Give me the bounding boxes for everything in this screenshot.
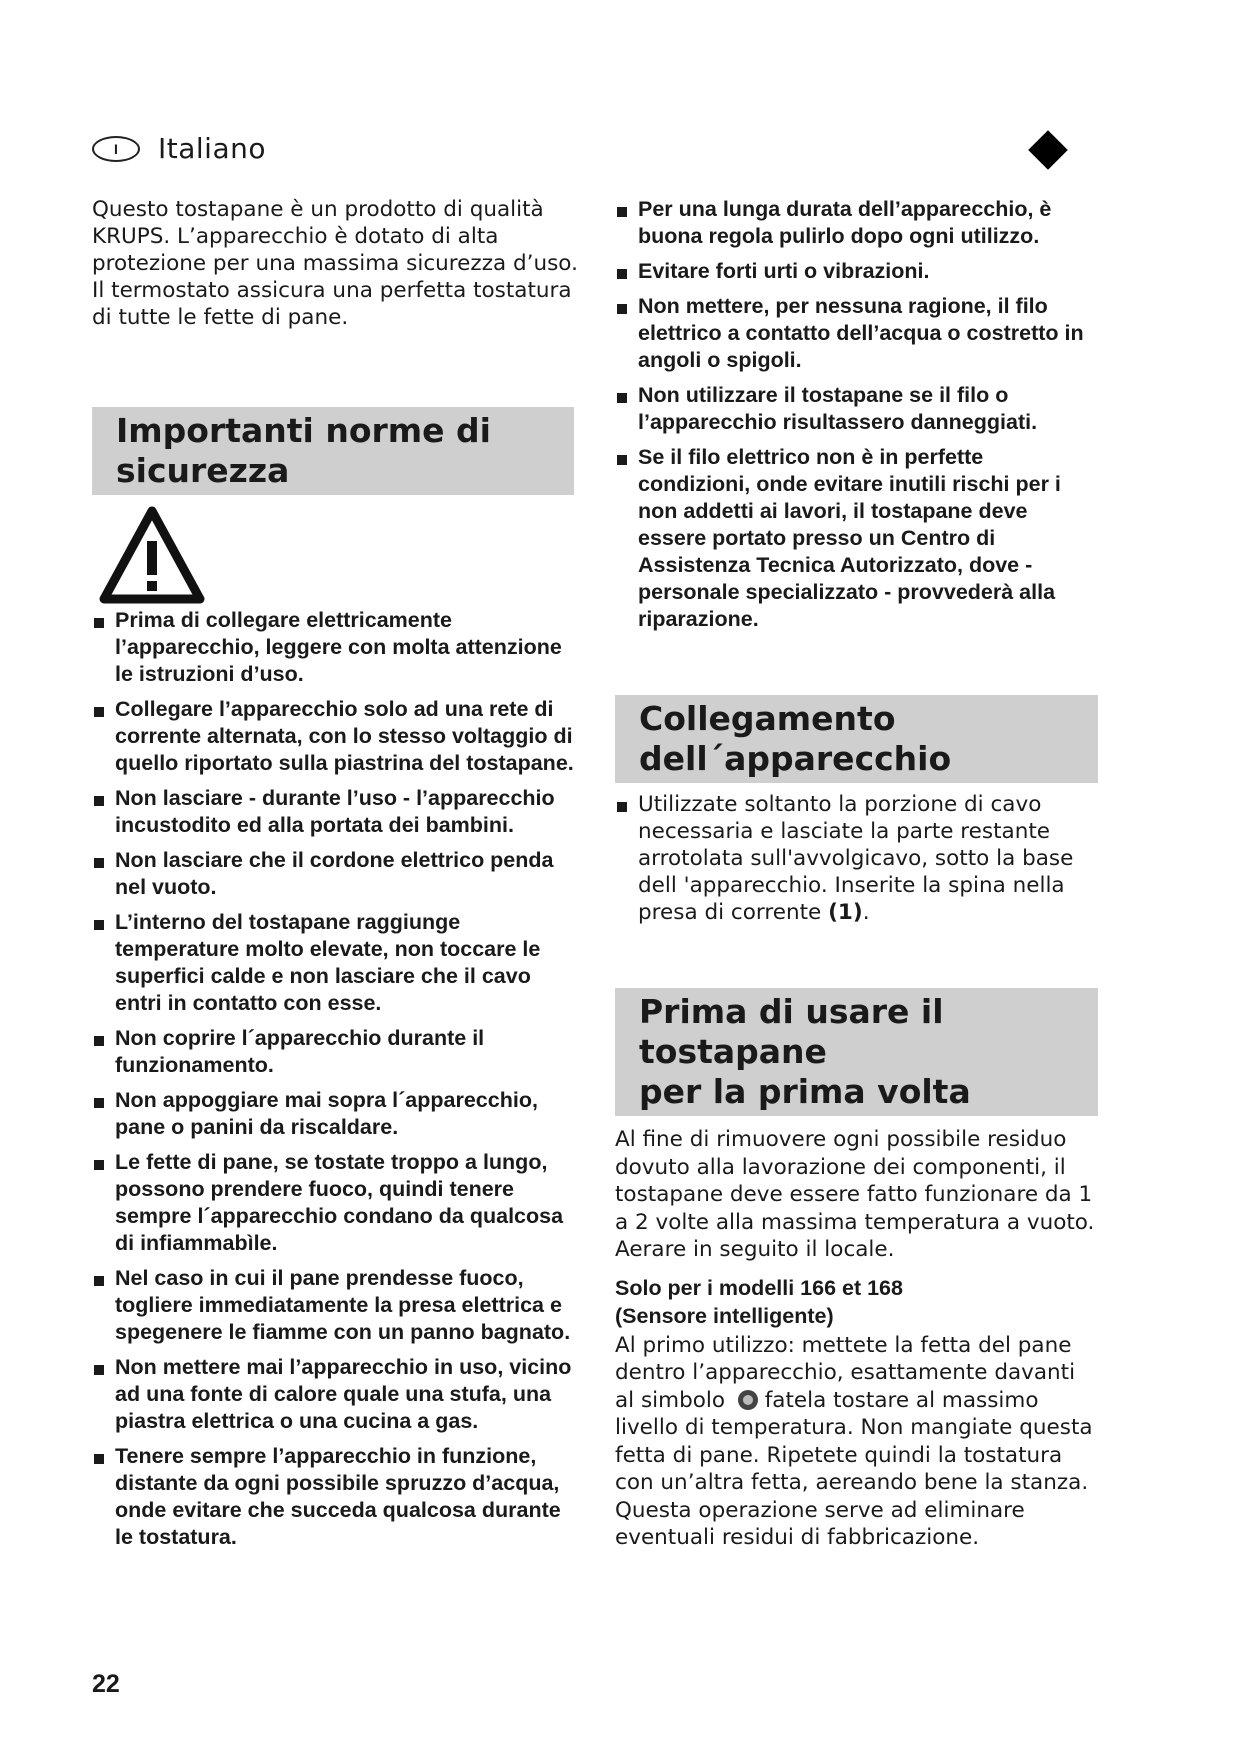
list-item: Evitare forti urti o vibrazioni. [615,258,1100,285]
list-item: Le fette di pane, se tostate troppo a lungo, possono prendere fuoco, quindi tenere sempre l´apparecchio condano da qualcosa di infiammabìle. [92,1149,582,1257]
diamond-marker-icon [1028,130,1068,170]
safety-heading-line2: sicurezza [116,451,290,490]
list-item: Nel caso in cui il pane prendesse fuoco, togliere immediatamente la presa elettrica e spegenere le fiamme con un panno bagnato. [92,1265,582,1346]
list-item: Per una lunga durata dell’apparecchio, è buona regola pulirlo dopo ogni utilizzo. [615,196,1100,250]
list-item: Prima di collegare elettricamente l’apparecchio, leggere con molta attenzione le istruzioni d’uso. [92,607,582,688]
list-item: Non lasciare - durante l’uso - l’apparecchio incustodito ed alla portata dei bambini. [92,785,582,839]
right-column [615,196,1100,1552]
models-subheading [615,1274,1100,1330]
safety-list [92,607,582,1551]
list-item: Non appoggiare mai sopra l´apparecchio, pane o panini da riscaldare. [92,1087,582,1141]
language-header [92,132,266,165]
models-subheading-line1: Solo per i modelli 166 et 168 [615,1275,903,1300]
page-number: 22 [92,1670,120,1698]
list-item: Non utilizzare il tostapane se il filo o l’apparecchio risultassero danneggiati. [615,382,1100,436]
warning-triangle-icon [96,503,208,607]
list-item: L’interno del tostapane raggiunge temperature molto elevate, non toccare le superfici calde e non lasciare che il cavo entri in contatto con esse. [92,909,582,1017]
figure-reference: (1) [828,900,863,925]
first-use-paragraph: Al fine di rimuovere ogni possibile residuo dovuto alla lavorazione dei componenti, il tostapane deve essere fatto funzionare da 1 a 2 volte alla massima temperatura a vuoto. Aerare in seguito il locale. [615,1127,1095,1262]
list-item: Non coprire l´apparecchio durante il funzionamento. [92,1025,582,1079]
list-item: Non mettere mai l’apparecchio in uso, vicino ad una fonte di calore quale una stufa, una piastra elettrica o una cucina a gas. [92,1354,582,1435]
sensor-symbol-icon [738,1390,758,1410]
safety-list-continued [615,196,1100,633]
first-use-heading-line1: Prima di usare il tostapane [639,992,944,1071]
safety-heading-line1: Importanti norme di [116,411,491,450]
connection-list [615,791,1100,926]
models-subheading-line2: (Sensore intelligente) [615,1303,834,1328]
first-use-heading [615,988,1098,1116]
connection-heading-line1: Collegamento [639,699,896,738]
first-use-heading-line2: per la prima volta [639,1072,971,1111]
connection-heading [615,695,1098,783]
left-column [92,196,582,1559]
language-code: I [114,140,118,157]
list-item: Tenere sempre l’apparecchio in funzione, distante da ogni possibile spruzzo d’acqua, onde evitare che succeda qualcosa durante le tostatura. [92,1443,582,1551]
list-item: Non lasciare che il cordone elettrico penda nel vuoto. [92,847,582,901]
language-label: Italiano [158,132,266,165]
sensor-text-after: fatela tostare al massimo livello di temperatura. Non mangiate questa fetta di pane. Ripetete quindi la tostatura con un’altra fetta, aereando bene la stanza. Questa operazione serve ad eliminare eventuali residui di fabbricazione. [615,1387,1093,1550]
list-item: Collegare l’apparecchio solo ad una rete di corrente alternata, con lo stesso voltaggio di quello riportato sulla piastrina del tostapane. [92,696,582,777]
intro-paragraph: Questo tostapane è un prodotto di qualità KRUPS. L’apparecchio è dotato di alta protezione per una massima sicurezza d’uso. Il termostato assicura una perfetta tostatura di tutte le fette di pane. [92,197,578,330]
safety-heading [92,407,574,495]
sensor-paragraph [615,1332,1100,1552]
list-item: Se il filo elettrico non è in perfette condizioni, onde evitare inutili rischi per i non addetti ai lavori, il tostapane deve essere portato presso un Centro di Assistenza Tecnica Autorizzato, dove - personale specializzato - provvederà alla riparazione. [615,444,1100,633]
connection-text-end: . [862,900,870,925]
sensor-text-before: Al primo utilizzo: mettete la fetta del pane dentro l’apparecchio, esattamente davanti al simbolo [615,1332,1076,1413]
list-item [615,791,1100,926]
list-item: Non mettere, per nessuna ragione, il filo elettrico a contatto dell’acqua o costretto in angoli o spigoli. [615,293,1100,374]
language-code-icon [92,136,140,162]
connection-text: Utilizzate soltanto la porzione di cavo necessaria e lasciate la parte restante arrotolata sull'avvolgicavo, sotto la base dell 'apparecchio. Inserite la spina nella presa di corrente [638,792,1074,925]
connection-heading-line2: dell´apparecchio [639,739,952,778]
